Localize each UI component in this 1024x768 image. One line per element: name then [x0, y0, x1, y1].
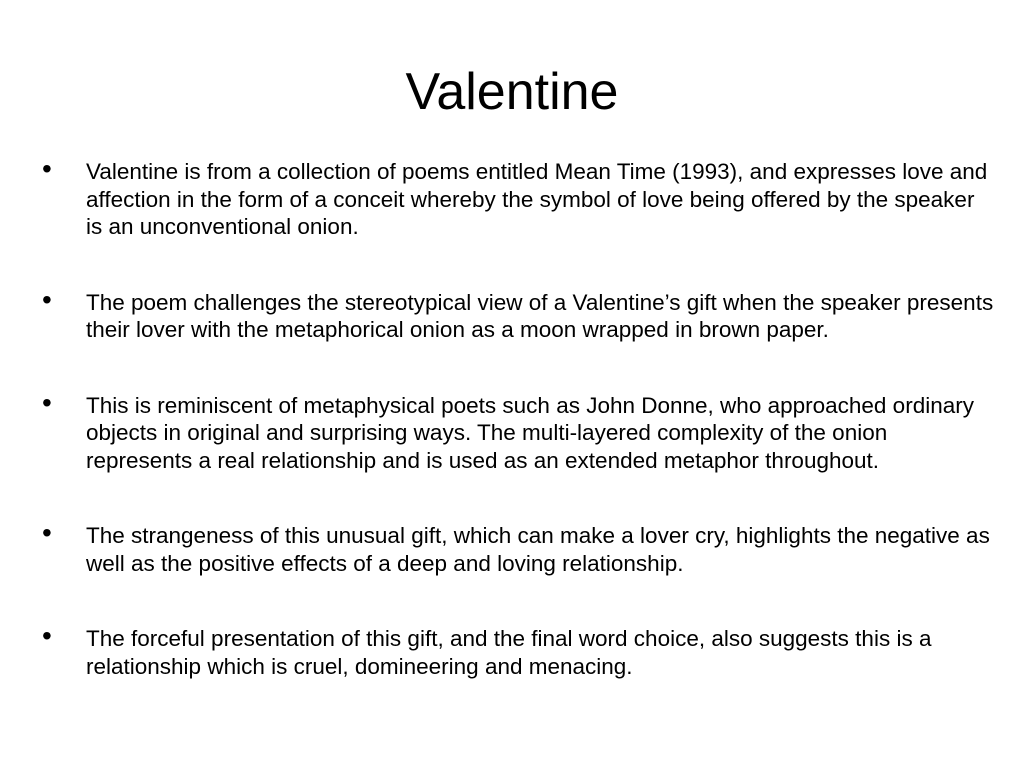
bullet-text: The strangeness of this unusual gift, which can make a lover cry, highlights the negative as well as the positive effects of a deep and loving relationship. [86, 523, 990, 576]
bullet-dot-icon: • [42, 620, 52, 651]
bullet-list [42, 153, 994, 680]
bullet-item [42, 386, 994, 475]
bullet-item [42, 517, 994, 577]
slide-title: Valentine [405, 63, 619, 121]
bullet-item [42, 283, 994, 344]
bullet-item [42, 153, 994, 241]
bullet-dot-icon: • [42, 153, 52, 184]
bullet-text: The forceful presentation of this gift, and the final word choice, also suggests this is a relationship which is cruel, domineering and menacing. [86, 626, 932, 679]
bullet-dot-icon: • [42, 283, 52, 315]
bullet-text: This is reminiscent of metaphysical poets such as John Donne, who approached ordinary objects in original and surprising ways. The multi-layered complexity of the onion represents a real relationship and is used as an extended metaphor throughout. [86, 392, 974, 473]
bullet-dot-icon: • [42, 386, 52, 418]
bullet-item [42, 620, 994, 680]
bullet-dot-icon: • [42, 517, 52, 548]
bullet-text: The poem challenges the stereotypical view of a Valentine’s gift when the speaker presents their lover with the metaphorical onion as a moon wrapped in brown paper. [86, 289, 994, 342]
bullet-text: Valentine is from a collection of poems entitled Mean Time (1993), and expresses love and affection in the form of a conceit whereby the symbol of love being offered by the speaker is an unconventional onion. [86, 159, 988, 239]
